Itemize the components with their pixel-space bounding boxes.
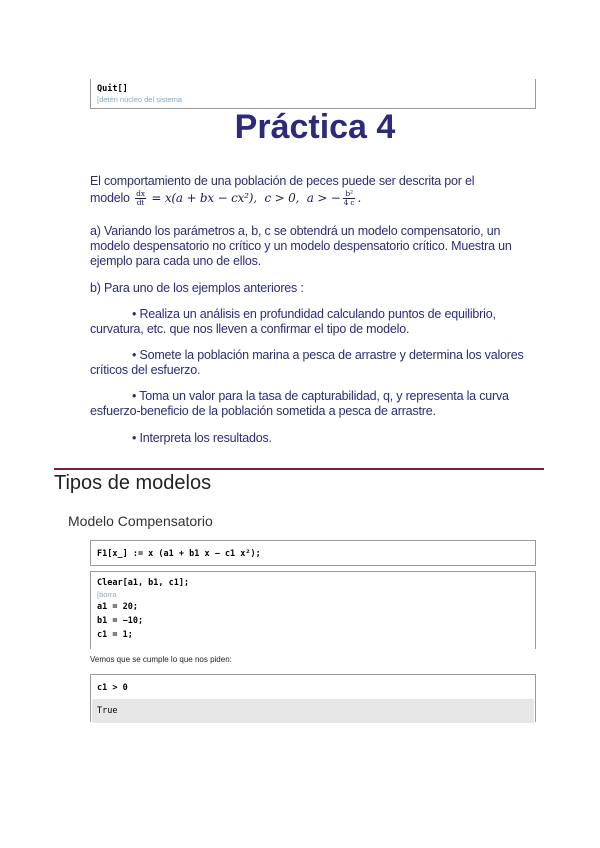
section-title: Tipos de modelos: [54, 472, 212, 494]
test-input[interactable]: c1 > 0: [97, 683, 128, 693]
bullet-1: • Realiza un análisis en profundidad calculando puntos de equilibrio, curvatura, etc. que nos lleven a confirmar el tipo de modelo.: [90, 307, 496, 336]
section-divider: [54, 468, 544, 470]
bullet-2: • Somete la población marina a pesca de arrastre y determina los valores críticos del esfuerzo.: [90, 348, 524, 377]
model-formula: $\frac{dx}{dt}$ = x(a + bx − cx²), c > 0, a > − $\frac{\text{b²}}{4 c}$ .: [136, 189, 362, 207]
quit-code[interactable]: Quit[]: [97, 84, 128, 94]
parameter-cell[interactable]: [90, 571, 536, 649]
modelo-label: modelo: [90, 191, 130, 205]
intro-text: [90, 174, 540, 207]
page-title: Práctica 4: [234, 108, 396, 146]
subsection-title: Modelo Compensatorio: [68, 513, 213, 529]
bullet-4: • Interpreta los resultados.: [132, 431, 272, 445]
clear-code[interactable]: Clear[a1, b1, c1];: [97, 578, 190, 588]
derivative-fraction: $\frac{dx}{dt}$: [136, 189, 145, 207]
condition-fraction: $\frac{\text{b²}}{4 c}$: [343, 189, 355, 207]
param-line[interactable]: c1 = 1;: [97, 630, 133, 640]
param-line[interactable]: a1 = 20;: [97, 602, 138, 612]
function-definition-code[interactable]: F1[x_] := x (a1 + b1 x − c1 x²);: [97, 549, 261, 559]
bullet-3: • Toma un valor para la tasa de capturabilidad, q, y representa la curva esfuerzo-beneficio de la población sometida a pesca de arrastre.: [90, 389, 509, 418]
quit-hint: [detén núcleo del sistema: [97, 95, 183, 104]
output-area: [92, 699, 534, 723]
item-a-text: a) Variando los parámetros a, b, c se obtendrá un modelo compensatorio, un modelo despensatorio no crítico y un modelo despensatorio crítico. Muestra un ejemplo para cada uno de ellos.: [90, 224, 512, 268]
param-line[interactable]: b1 = −10;: [97, 616, 144, 626]
item-b-text: b) Para uno de los ejemplos anteriores :: [90, 281, 304, 295]
test-output: True: [97, 706, 118, 716]
clear-hint: [borra: [97, 590, 117, 599]
intro-model-line: [90, 190, 540, 207]
intro-line: El comportamiento de una población de peces puede ser descrita por el: [90, 174, 475, 188]
quit-code-cell[interactable]: [90, 79, 536, 109]
test-cell[interactable]: [90, 674, 536, 722]
note-text: Vemos que se cumple lo que nos piden:: [90, 655, 232, 664]
function-definition-cell[interactable]: [90, 540, 536, 566]
